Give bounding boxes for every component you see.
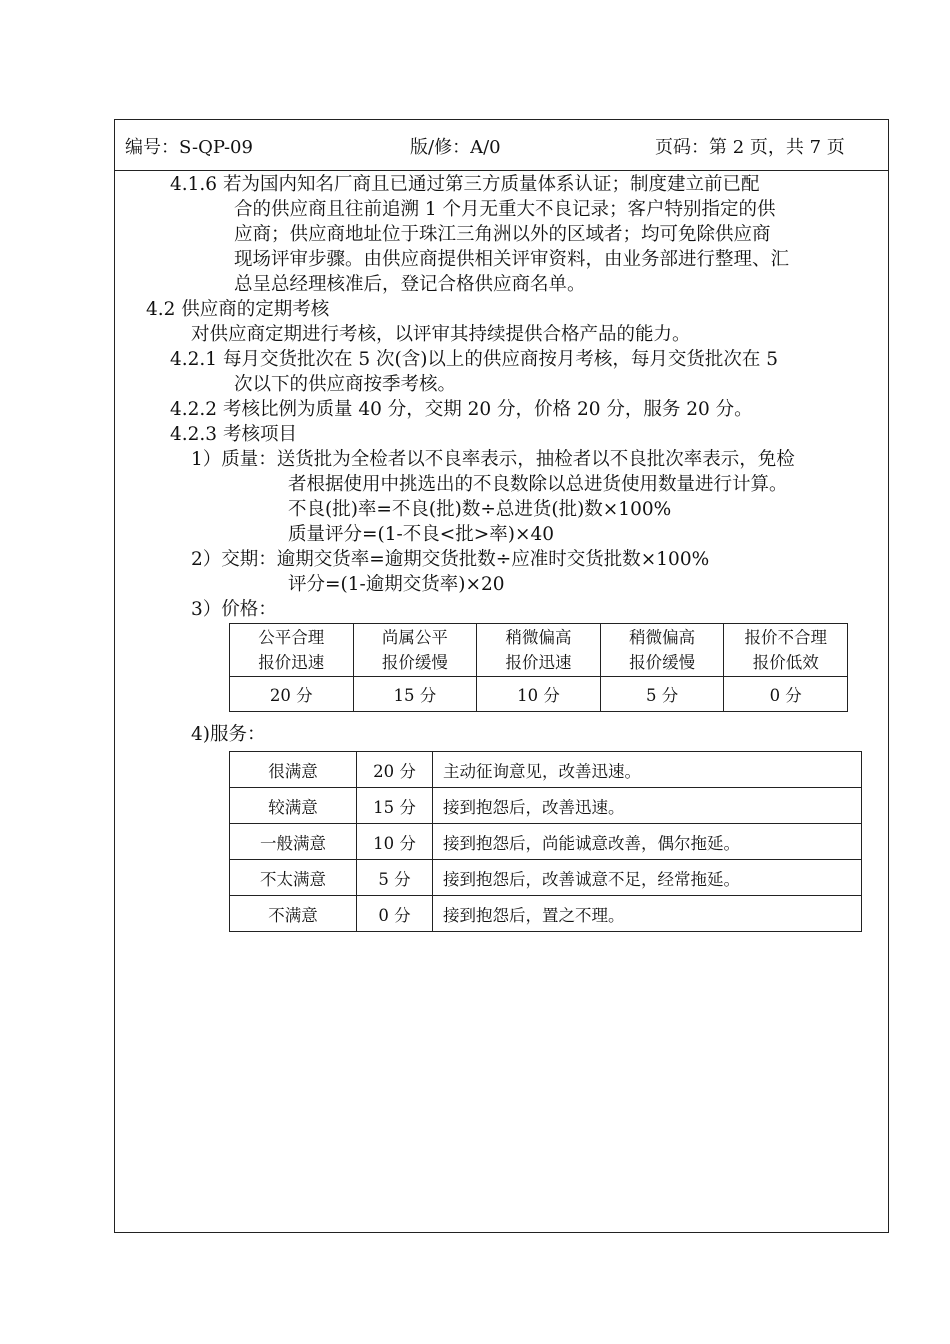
service-table xyxy=(229,751,862,932)
clause-4-1-6-line-3: 应商；供应商地址位于珠江三角洲以外的区域者；均可免除供应商 xyxy=(234,224,771,245)
doc-number: 编号：S-QP-09 xyxy=(125,137,253,158)
price-label: 3）价格： xyxy=(191,599,277,620)
price-score-cell: 5 分 xyxy=(600,677,724,712)
service-score-cell: 10 分 xyxy=(357,824,433,860)
price-score-cell: 10 分 xyxy=(477,677,601,712)
table-row xyxy=(230,752,862,788)
clause-4-1-6-line-2: 合的供应商且往前追溯 1 个月无重大不良记录；客户特别指定的供 xyxy=(234,199,776,220)
table-row xyxy=(230,824,862,860)
table-row xyxy=(230,860,862,896)
document-header xyxy=(115,120,888,171)
service-desc-cell: 接到抱怨后，尚能诚意改善，偶尔拖延。 xyxy=(433,824,862,860)
service-desc-cell: 接到抱怨后，改善诚意不足，经常拖延。 xyxy=(433,860,862,896)
clause-4-2-2: 4.2.2 考核比例为质量 40 分，交期 20 分，价格 20 分，服务 20 分。 xyxy=(170,399,753,420)
price-score-cell: 15 分 xyxy=(353,677,477,712)
service-score-cell: 5 分 xyxy=(357,860,433,896)
table-row xyxy=(230,788,862,824)
quality-formula-score: 质量评分=(1-不良<批>率)×40 xyxy=(288,524,555,545)
service-desc-cell: 主动征询意见，改善迅速。 xyxy=(433,752,862,788)
price-score-cell: 20 分 xyxy=(230,677,354,712)
price-header-cell: 稍微偏高 报价缓慢 xyxy=(600,624,724,677)
price-header-cell: 报价不合理 报价低效 xyxy=(724,624,848,677)
service-level-cell: 不满意 xyxy=(230,896,357,932)
price-header-cell: 尚属公平 报价缓慢 xyxy=(353,624,477,677)
service-level-cell: 一般满意 xyxy=(230,824,357,860)
service-score-cell: 0 分 xyxy=(357,896,433,932)
clause-4-2-1-line-2: 次以下的供应商按季考核。 xyxy=(234,374,457,395)
clause-4-1-6-line-4: 现场评审步骤。由供应商提供相关评审资料，由业务部进行整理、汇 xyxy=(234,249,790,270)
price-table-score-row xyxy=(230,677,848,712)
delivery-formula-rate: 2）交期：逾期交货率=逾期交货批数÷应准时交货批数×100% xyxy=(191,549,710,570)
clause-4-2-3: 4.2.3 考核项目 xyxy=(170,424,297,445)
price-header-cell: 稍微偏高 报价迅速 xyxy=(477,624,601,677)
clause-4-1-6-line-1: 4.1.6 若为国内知名厂商且已通过第三方质量体系认证；制度建立前已配 xyxy=(170,174,760,195)
service-desc-cell: 接到抱怨后，置之不理。 xyxy=(433,896,862,932)
price-header-cell: 公平合理 报价迅速 xyxy=(230,624,354,677)
service-level-cell: 很满意 xyxy=(230,752,357,788)
price-score-cell: 0 分 xyxy=(724,677,848,712)
service-level-cell: 不太满意 xyxy=(230,860,357,896)
delivery-formula-score: 评分=(1-逾期交货率)×20 xyxy=(288,574,505,595)
quality-formula-rate: 不良(批)率=不良(批)数÷总进货(批)数×100% xyxy=(288,499,672,520)
service-desc-cell: 接到抱怨后，改善迅速。 xyxy=(433,788,862,824)
service-score-cell: 20 分 xyxy=(357,752,433,788)
service-score-cell: 15 分 xyxy=(357,788,433,824)
quality-line-1: 1）质量：送货批为全检者以不良率表示，抽检者以不良批次率表示，免检 xyxy=(191,449,795,470)
price-table xyxy=(229,623,848,712)
section-4-2-intro: 对供应商定期进行考核，以评审其持续提供合格产品的能力。 xyxy=(191,324,691,345)
price-table-header-row xyxy=(230,624,848,677)
clause-4-1-6-line-5: 总呈总经理核准后，登记合格供应商名单。 xyxy=(234,274,586,295)
clause-4-2-1-line-1: 4.2.1 每月交货批次在 5 次(含)以上的供应商按月考核，每月交货批次在 5 xyxy=(170,349,779,370)
quality-line-2: 者根据使用中挑选出的不良数除以总进货使用数量进行计算。 xyxy=(288,474,788,495)
table-row xyxy=(230,896,862,932)
page-number: 页码：第 2 页，共 7 页 xyxy=(655,137,845,158)
doc-version: 版/修：A/0 xyxy=(410,137,501,158)
service-level-cell: 较满意 xyxy=(230,788,357,824)
service-label: 4)服务： xyxy=(191,724,266,745)
section-4-2-heading: 4.2 供应商的定期考核 xyxy=(146,299,330,320)
